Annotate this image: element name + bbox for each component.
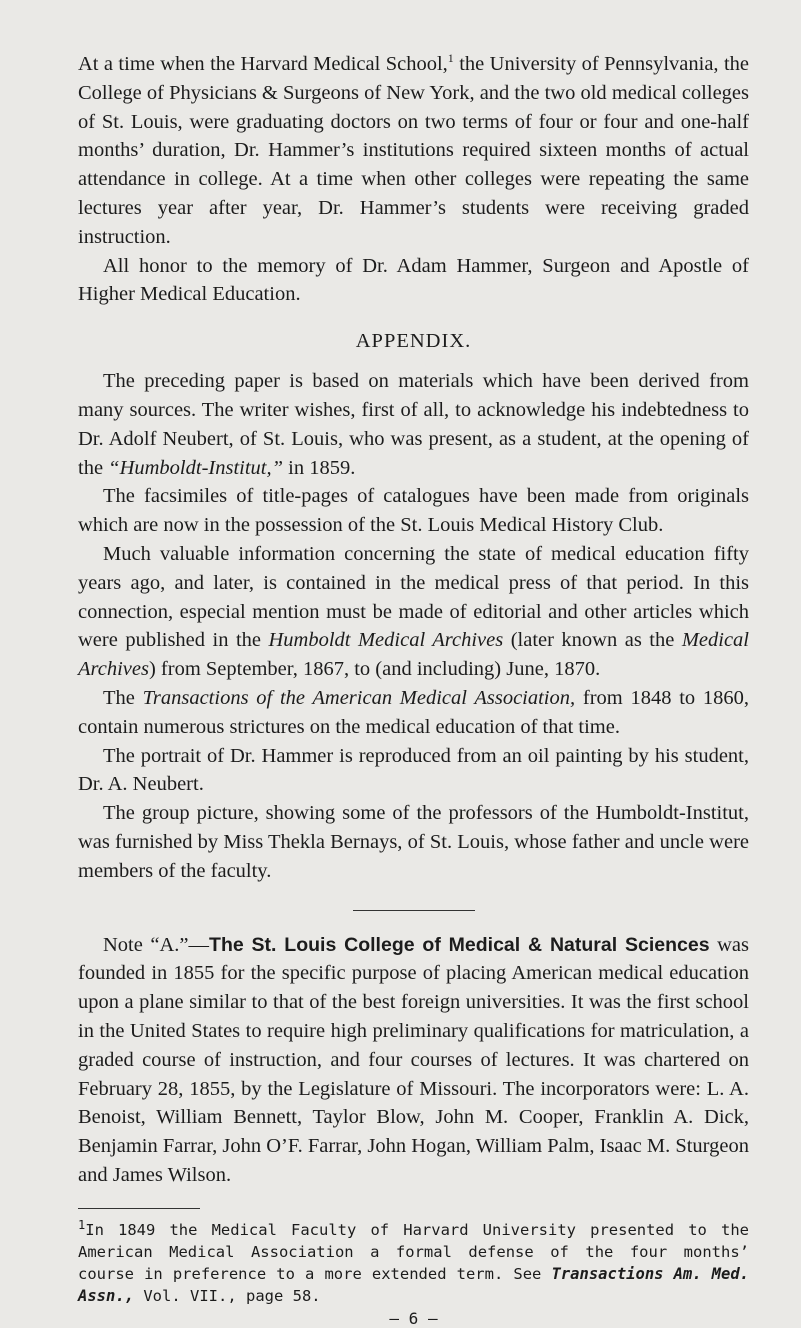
- paragraph-transactions: The Transactions of the American Medical Association, from 1848 to 1860, contain numerous strictures on the medical education of that time.: [78, 686, 749, 738]
- note-a: Note “A.”—The St. Louis College of Medical & Natural Sciences was founded in 1855 for the specific purpose of placing American medical education upon a plane similar to that of the best foreign universities. It was the first school in the United States to require high preliminary qualifications for matriculation, a graded course of instruction, and four courses of lectures. It was chartered on February 28, 1855, by the Legislature of Missouri. The incorporators were: L. A. Benoist, William Bennett, Taylor Blow, John M. Cooper, Franklin A. Dick, Benjamin Farrar, John O’F. Farrar, John Hogan, William Palm, Isaac M. Sturgeon and James Wilson.: [78, 933, 749, 1186]
- page-number: — 6 —: [389, 1308, 438, 1328]
- appendix-heading: APPENDIX.: [355, 330, 472, 353]
- section-divider: [353, 910, 475, 911]
- paragraph-facsimiles: The facsimiles of title-pages of catalogues have been made from originals which are now in the possession of the St. Louis Medical History Club.: [78, 485, 749, 537]
- footnote: $^1$In 1849 the Medical Faculty of Harvard University presented to the American Medical Association a formal defense of the four months’ course in preference to a more extended term. See Transactions Am. Med. Assn., Vol. VII., page 58.: [78, 1217, 750, 1305]
- paragraph-honor: All honor to the memory of Dr. Adam Hammer, Surgeon and Apostle of Higher Medical Education.: [78, 254, 749, 306]
- footnote-divider: [78, 1208, 200, 1209]
- paragraph-group-picture: The group picture, showing some of the professors of the Humboldt-Institut, was furnished by Miss Thekla Bernays, of St. Louis, whose father and uncle were members of the faculty.: [78, 802, 749, 882]
- paragraph-medical-press: Much valuable information concerning the state of medical education fifty years ago, and later, is contained in the medical press of that period. In this connection, especial mention must be made of editorial and other articles which were published in the Humboldt Medical Archives (later known as the Medical Archives) from September, 1867, to (and including) June, 1870.: [78, 542, 749, 681]
- paragraph-portrait: The portrait of Dr. Hammer is reproduced from an oil painting by his student, Dr. A. Neubert.: [78, 744, 749, 796]
- footnote-ref: 1: [447, 51, 454, 66]
- paragraph-hammer-institutions: At a time when the Harvard Medical School,$^1$ the University of Pennsylvania, the College of Physicians & Surgeons of New York, and the two old medical colleges of St. Louis, were graduating doctors on two terms of four or four and one-half months’ duration, Dr. Hammer’s institutions required sixteen months of actual attendance in college. At a time when other colleges were repeating the same lectures year after year, Dr. Hammer’s students were receiving graded instruction.: [78, 51, 750, 248]
- paragraph-sources: The preceding paper is based on materials which have been derived from many sources. The writer wishes, first of all, to acknowledge his indebtedness to Dr. Adolf Neubert, of St. Louis, who was present, as a student, at the opening of the “Humboldt-Institut,” in 1859.: [78, 370, 749, 479]
